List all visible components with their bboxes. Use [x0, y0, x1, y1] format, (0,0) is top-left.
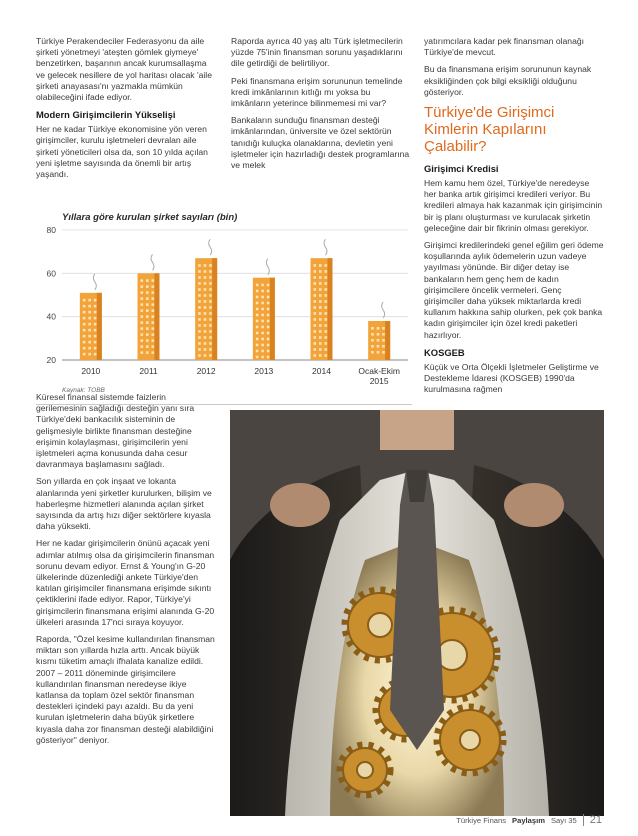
- bar-window: [261, 356, 264, 359]
- bar-window: [152, 297, 155, 300]
- bar-window: [256, 290, 259, 293]
- bar-window: [204, 282, 207, 285]
- gear-hub: [357, 762, 373, 778]
- bar-window: [371, 339, 374, 342]
- bar-window: [377, 345, 380, 348]
- bar-window: [88, 305, 91, 308]
- bar-window: [261, 302, 264, 305]
- bar-window: [256, 320, 259, 323]
- y-tick-label: 40: [46, 311, 56, 322]
- bar-shade: [155, 273, 160, 360]
- bar-window: [261, 296, 264, 299]
- bar-window: [88, 335, 91, 338]
- paragraph: Küresel finansal sistemde faizlerin gerilemesinin sağladığı desteğin yanı sıra Türkiye'deki bankacılık sisteminin de gelişmesiyle birlikte finansman desteğine erişimin kolaylaşması, girişimcilerin yeni işletmeleri açma konusunda daha cesur davranmaya başlamasını sağladı.: [36, 392, 195, 470]
- bar-window: [146, 285, 149, 288]
- bar-window: [319, 342, 322, 345]
- bar-window: [319, 294, 322, 297]
- bar-window: [377, 351, 380, 354]
- bar-window: [256, 356, 259, 359]
- bar-window: [88, 347, 91, 350]
- bar-window: [261, 284, 264, 287]
- paragraph: Girişimci kredilerindeki genel eğilim geri ödeme koşullarında aylık ödemelerin uzun vadeye yayılması yönünde. Bir diğer detay ise bankaların hem genç hem de kadın girişimcilere öncelik vermeleri. Genç girişimciler daha yüksek miktarlarda kredi kullanım hakkına sahip olurken, pek çok banka kadın girişimciler için özel kredi paketleri hazırlıyor.: [424, 240, 604, 340]
- subheading-kosgeb: KOSGEB: [424, 346, 465, 358]
- bar-window: [209, 282, 212, 285]
- bar-window: [83, 305, 86, 308]
- bar-window: [382, 327, 385, 330]
- y-tick-label: 80: [46, 225, 56, 235]
- bar-window: [314, 336, 317, 339]
- bar-window: [209, 294, 212, 297]
- page-footer: [456, 814, 602, 826]
- bar-window: [198, 264, 201, 267]
- bar-window: [204, 318, 207, 321]
- paragraph: Hem kamu hem özel, Türkiye'de neredeyse her banka artık girişimci kredileri veriyor. Bu kredileri almaya hak kazanmak için girişimcinin bir iş planı oluşturması ve kurulacak şirketin geleceğine dair bir fikrinin olması gerekiyor.: [424, 178, 603, 233]
- bar-window: [325, 264, 328, 267]
- bar-window: [146, 345, 149, 348]
- smoke-icon: [266, 259, 269, 275]
- bar-window: [267, 326, 270, 329]
- bar-window: [146, 339, 149, 342]
- bar-window: [261, 290, 264, 293]
- bar-window: [209, 288, 212, 291]
- text-column-1: [36, 36, 216, 186]
- bar-window: [319, 330, 322, 333]
- bar-window: [83, 341, 86, 344]
- bar-window: [325, 318, 328, 321]
- bar-window: [209, 318, 212, 321]
- bar-window: [94, 347, 97, 350]
- bar-window: [314, 354, 317, 357]
- bar-window: [256, 338, 259, 341]
- bar-window: [319, 276, 322, 279]
- bar-window: [204, 276, 207, 279]
- bar-window: [325, 342, 328, 345]
- bar-window: [141, 339, 144, 342]
- bar-window: [88, 341, 91, 344]
- bar-window: [314, 330, 317, 333]
- bar-shade: [212, 258, 217, 360]
- paragraph: Bu da finansmana erişim sorununun kaynak eksikliğinden çok bilgi eksikliği olduğunu gösteriyor.: [424, 64, 592, 97]
- bar-window: [146, 333, 149, 336]
- bar-window: [94, 299, 97, 302]
- bar-window: [204, 300, 207, 303]
- bar-window: [204, 288, 207, 291]
- bar-window: [256, 296, 259, 299]
- bar-window: [209, 300, 212, 303]
- bar-window: [209, 330, 212, 333]
- bar-window: [204, 270, 207, 273]
- y-tick-label: 20: [46, 355, 56, 365]
- bar-window: [382, 351, 385, 354]
- illustration-svg: [230, 410, 604, 816]
- bar-building: [138, 254, 160, 360]
- paragraph: Her ne kadar girişimcilerin önünü açacak yeni adımlar atılmış olsa da girişimcilerin finansman sorunu devam ediyor. Ernst & Young'ın G-20 ülkelerinde düzenlediği ankete Türkiye'den katılan girişimciler finansmana erişimde sıkıntı çektiklerini ifade ediyor. Rapor, Türkiye'yi girişimcilerin finansmana erişimi alanında G-20 ülkeleri arasında 17'nci sıraya koyuyor.: [36, 538, 215, 627]
- x-tick-label: Ocak-Ekim: [358, 366, 400, 376]
- bar-window: [261, 332, 264, 335]
- bar-window: [382, 339, 385, 342]
- page-number: 21: [589, 814, 602, 826]
- bar-window: [261, 338, 264, 341]
- bar-window: [314, 300, 317, 303]
- bar-window: [267, 314, 270, 317]
- bar-window: [204, 342, 207, 345]
- bar-window: [198, 354, 201, 357]
- bar-window: [141, 303, 144, 306]
- bar-window: [94, 323, 97, 326]
- footer-divider: [583, 814, 584, 826]
- bar-window: [146, 303, 149, 306]
- bar-window: [256, 308, 259, 311]
- subheading-entrepreneur-credit: Girişimci Kredisi: [424, 163, 499, 175]
- bar-window: [319, 300, 322, 303]
- bar-window: [261, 344, 264, 347]
- bar-building: [253, 259, 275, 360]
- x-tick-label: 2012: [196, 366, 216, 376]
- bar-window: [314, 312, 317, 315]
- bar-window: [198, 288, 201, 291]
- bar-window: [325, 270, 328, 273]
- bar-window: [141, 327, 144, 330]
- bar-window: [152, 351, 155, 354]
- bar-window: [319, 348, 322, 351]
- bar-shade: [97, 293, 102, 360]
- bar-window: [267, 350, 270, 353]
- chart-source: Kaynak: TOBB: [62, 387, 105, 394]
- bar-window: [198, 282, 201, 285]
- bar-window: [141, 351, 144, 354]
- bar-window: [198, 300, 201, 303]
- bar-window: [314, 324, 317, 327]
- bar-window: [209, 342, 212, 345]
- bar-window: [256, 302, 259, 305]
- bar-window: [314, 348, 317, 351]
- bar-window: [319, 288, 322, 291]
- bar-window: [204, 264, 207, 267]
- bar-window: [141, 297, 144, 300]
- bar-window: [371, 345, 374, 348]
- bar-window: [325, 348, 328, 351]
- bar-window: [267, 356, 270, 359]
- bar-window: [204, 348, 207, 351]
- bar-window: [256, 350, 259, 353]
- bar-window: [267, 332, 270, 335]
- bar-window: [382, 333, 385, 336]
- bar-window: [377, 333, 380, 336]
- paragraph: Her ne kadar Türkiye ekonomisine yön veren girişimciler, kurulu işletmeleri devralan aile şirketi yöneticileri olsa da, son 10 yılda açılan yeni işletme sayısında da önemli bir artış yaşandı.: [36, 124, 208, 180]
- bar-window: [198, 318, 201, 321]
- bar-window: [146, 279, 149, 282]
- bar-building: [368, 302, 390, 360]
- bar-window: [314, 288, 317, 291]
- bar-window: [83, 353, 86, 356]
- bar-window: [261, 308, 264, 311]
- bar-window: [146, 327, 149, 330]
- bar-window: [141, 279, 144, 282]
- bar-window: [141, 321, 144, 324]
- paragraph: Peki finansmana erişim sorununun temelinde kredi imkânlarının kıtlığı mı yoksa bu imkânların yeterince bilinmemesi mi var?: [231, 75, 403, 109]
- bar-window: [209, 324, 212, 327]
- bar-window: [319, 312, 322, 315]
- bar-window: [377, 327, 380, 330]
- bar-building: [195, 239, 217, 360]
- bar-window: [314, 264, 317, 267]
- bar-window: [152, 327, 155, 330]
- bar-window: [152, 339, 155, 342]
- bar-window: [319, 354, 322, 357]
- right-hand: [504, 483, 564, 527]
- company-count-chart: [36, 206, 412, 396]
- bar-window: [204, 294, 207, 297]
- bar-window: [325, 282, 328, 285]
- bar-window: [94, 317, 97, 320]
- bar-window: [371, 351, 374, 354]
- bar-window: [209, 348, 212, 351]
- bar-window: [198, 306, 201, 309]
- paragraph: Raporda, "Özel kesime kullandırılan finansman miktarı son yıllarda hızla arttı. Ancak büyük kısmı tüketim amaçlı ifhalata kanalize edildi. 2007 – 2011 döneminde girişimcilere kullandırılan finansman neredeyse ikiye katlansa da toplam özel sektör finansman destekleri içindeki payı azaldı. Bu da yeni kurulan işletmelerin daha büyük şirketlere kıyasla daha zor finansman desteği alabildiğini gösteriyor" deniyor.: [36, 634, 215, 745]
- bar-window: [314, 318, 317, 321]
- bar-window: [267, 344, 270, 347]
- bar-window: [256, 332, 259, 335]
- bar-window: [198, 330, 201, 333]
- bar-window: [141, 315, 144, 318]
- bar-window: [83, 347, 86, 350]
- bar-window: [152, 333, 155, 336]
- bar-window: [83, 317, 86, 320]
- chart-title: Yıllara göre kurulan şirket sayıları (bin): [62, 212, 238, 223]
- footer-issue: Sayı 35: [550, 815, 577, 825]
- bar-window: [204, 324, 207, 327]
- bar-window: [141, 309, 144, 312]
- bar-window: [88, 311, 91, 314]
- bar-shade: [328, 258, 333, 360]
- bar-window: [319, 324, 322, 327]
- bar-window: [319, 270, 322, 273]
- left-hand: [270, 483, 330, 527]
- bar-shade: [385, 321, 390, 360]
- y-tick-label: 60: [46, 268, 56, 279]
- x-tick-label: 2015: [369, 376, 389, 386]
- businessman-gears-illustration: [230, 410, 604, 816]
- bar-window: [152, 309, 155, 312]
- bar-window: [209, 276, 212, 279]
- bar-window: [314, 306, 317, 309]
- bar-window: [267, 284, 270, 287]
- bar-window: [261, 314, 264, 317]
- gear-hub: [460, 730, 480, 750]
- paragraph: Bankaların sunduğu finansman desteği imkânlarından, üniversite ve özel sektörün tanıdığı kuluçka olanaklarına, devletin yeni işletmeler için hazırladığı destek programlarına ve melek: [231, 115, 410, 171]
- bar-window: [146, 321, 149, 324]
- paragraph: yatırımcılara kadar pek finansman olanağı Türkiye'de mevcut.: [424, 36, 585, 58]
- bar-window: [267, 308, 270, 311]
- section-heading-modern-entrepreneurs: Modern Girişimcilerin Yükselişi: [36, 109, 176, 121]
- bar-window: [256, 314, 259, 317]
- x-tick-label: 2011: [139, 366, 158, 376]
- bar-window: [256, 326, 259, 329]
- bar-window: [325, 312, 328, 315]
- bar-window: [198, 294, 201, 297]
- bar-window: [209, 270, 212, 273]
- bar-window: [94, 335, 97, 338]
- bar-window: [256, 284, 259, 287]
- bar-building: [311, 239, 333, 360]
- bar-window: [204, 336, 207, 339]
- bar-window: [146, 309, 149, 312]
- bar-window: [267, 320, 270, 323]
- bar-window: [371, 327, 374, 330]
- bar-window: [141, 333, 144, 336]
- bar-window: [94, 305, 97, 308]
- bar-window: [88, 329, 91, 332]
- bar-window: [267, 302, 270, 305]
- smoke-icon: [324, 239, 327, 255]
- section-title-who-to-knock: Türkiye'de Girişimci Kimlerin Kapılarını Çalabilir?: [424, 104, 555, 156]
- bar-window: [261, 320, 264, 323]
- bar-window: [83, 329, 86, 332]
- text-column-3: [424, 36, 604, 401]
- bar-window: [152, 303, 155, 306]
- bar-window: [198, 336, 201, 339]
- bar-window: [319, 264, 322, 267]
- bar-window: [267, 338, 270, 341]
- bar-chart-svg: [36, 206, 412, 396]
- bar-window: [94, 329, 97, 332]
- bar-window: [319, 318, 322, 321]
- bar-window: [209, 264, 212, 267]
- smoke-icon: [93, 274, 96, 290]
- bar-window: [94, 353, 97, 356]
- bar-window: [267, 290, 270, 293]
- footer-prefix: Türkiye Finans: [456, 815, 507, 825]
- bar-window: [88, 323, 91, 326]
- bar-window: [209, 354, 212, 357]
- bar-window: [319, 336, 322, 339]
- bar-window: [83, 299, 86, 302]
- bar-window: [198, 276, 201, 279]
- bar-window: [83, 323, 86, 326]
- bar-window: [256, 344, 259, 347]
- bar-window: [325, 300, 328, 303]
- bar-window: [209, 336, 212, 339]
- bar-window: [204, 306, 207, 309]
- bar-window: [94, 311, 97, 314]
- bar-window: [314, 342, 317, 345]
- paragraph: Son yıllarda en çok inşaat ve lokanta alanlarında yeni şirketler kurulurken, bilişim ve haberleşme hizmetleri alanında açılan şirket sayısında da artış hızı diğer sektörlere kıyasla daha yüksekti.: [36, 476, 212, 532]
- bar-window: [325, 336, 328, 339]
- bar-window: [146, 315, 149, 318]
- x-tick-label: 2010: [81, 366, 101, 376]
- bar-window: [267, 296, 270, 299]
- bar-window: [152, 285, 155, 288]
- bar-window: [314, 270, 317, 273]
- bar-window: [204, 312, 207, 315]
- bar-window: [141, 291, 144, 294]
- bar-window: [83, 311, 86, 314]
- footer-brand: Paylaşım: [512, 815, 545, 825]
- bar-window: [152, 315, 155, 318]
- bar-window: [261, 350, 264, 353]
- bar-window: [319, 306, 322, 309]
- bar-window: [209, 312, 212, 315]
- bar-window: [146, 291, 149, 294]
- bar-window: [198, 324, 201, 327]
- text-column-2: [231, 36, 411, 177]
- bar-window: [146, 351, 149, 354]
- text-column-4: [36, 392, 216, 752]
- bar-window: [198, 312, 201, 315]
- bar-window: [204, 330, 207, 333]
- smoke-icon: [151, 254, 154, 270]
- bar-window: [319, 282, 322, 285]
- bar-window: [314, 276, 317, 279]
- bar-window: [88, 317, 91, 320]
- gear-hub: [368, 613, 392, 637]
- bar-window: [377, 339, 380, 342]
- x-tick-label: 2014: [312, 366, 331, 376]
- bar-window: [88, 299, 91, 302]
- bar-window: [198, 348, 201, 351]
- bar-window: [152, 345, 155, 348]
- bar-window: [325, 330, 328, 333]
- bar-window: [198, 342, 201, 345]
- bar-building: [80, 274, 102, 360]
- bar-window: [314, 282, 317, 285]
- bar-window: [198, 270, 201, 273]
- bar-window: [314, 294, 317, 297]
- bar-window: [141, 345, 144, 348]
- bar-window: [325, 276, 328, 279]
- bar-window: [152, 321, 155, 324]
- paragraph: Küçük ve Orta Ölçekli İşletmeler Geliştirme ve Destekleme İdaresi (KOSGEB) 1990'da kurulmasına rağmen: [424, 361, 599, 395]
- smoke-icon: [209, 239, 212, 255]
- bar-window: [371, 333, 374, 336]
- bar-window: [325, 354, 328, 357]
- smoke-icon: [382, 302, 385, 318]
- bar-window: [261, 326, 264, 329]
- bar-window: [325, 324, 328, 327]
- bar-window: [325, 306, 328, 309]
- bar-window: [146, 297, 149, 300]
- paragraph: Raporda ayrıca 40 yaş altı Türk işletmecilerin yüzde 75'inin finansman sorunu yaşadıklarını dile getirdiği de belirtiliyor.: [231, 36, 403, 69]
- bar-window: [88, 353, 91, 356]
- neck: [380, 410, 454, 450]
- paragraph: Türkiye Perakendeciler Federasyonu da aile şirketi yönetmeyi 'ateşten gömlek giymeye' benzetirken, başarının ancak kurumsallaşma ve gelecek nesillere de yol haritası olacak 'aile şirketi anayasası'nı yazmakla mümkün olabileceğini ifade ediyor.: [36, 36, 212, 103]
- bar-window: [94, 341, 97, 344]
- bar-window: [209, 306, 212, 309]
- bar-window: [141, 285, 144, 288]
- bar-window: [152, 291, 155, 294]
- bar-window: [83, 335, 86, 338]
- bar-shade: [270, 278, 275, 360]
- x-tick-label: 2013: [254, 366, 274, 376]
- bar-window: [204, 354, 207, 357]
- bar-window: [325, 288, 328, 291]
- bar-window: [325, 294, 328, 297]
- bar-window: [152, 279, 155, 282]
- bar-window: [382, 345, 385, 348]
